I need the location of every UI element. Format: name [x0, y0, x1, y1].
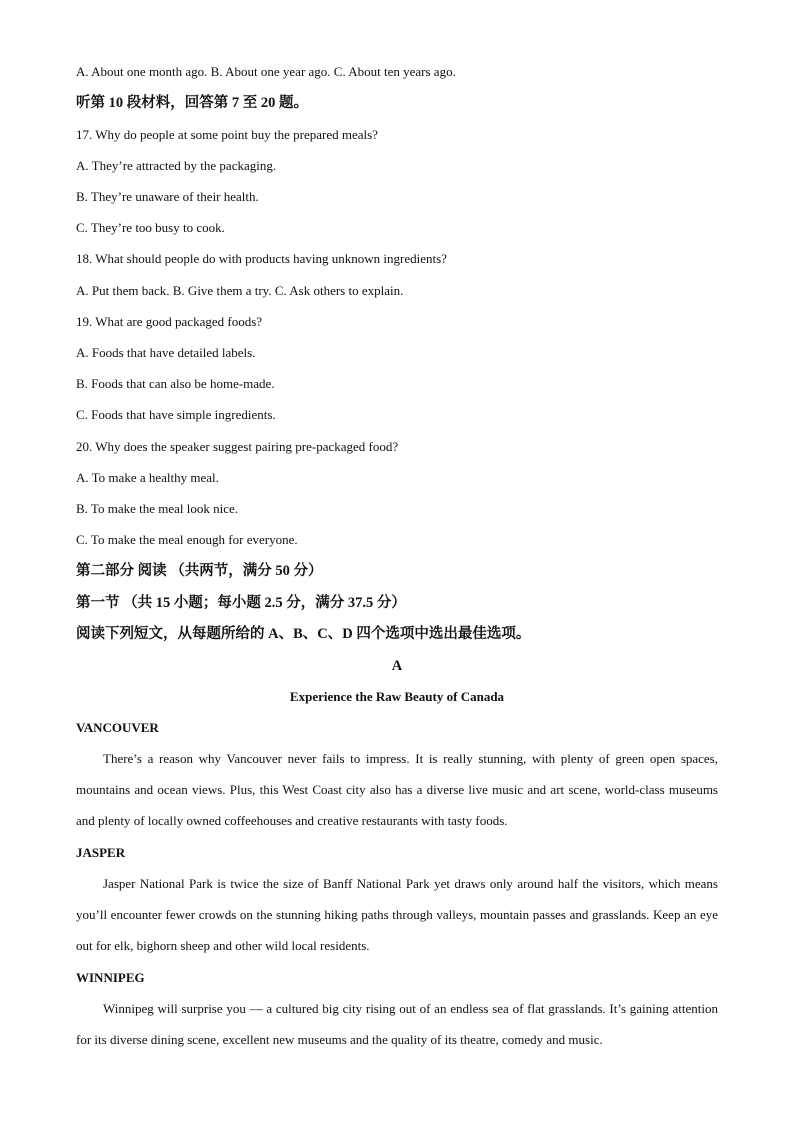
question-stem: 19. What are good packaged foods?	[76, 314, 263, 329]
section-10-instruction: 听第 10 段材料，回答第 7 至 20 题。	[76, 95, 308, 111]
paragraph-vancouver: There’s a reason why Vancouver never fails to impress. It is really stunning, with plenty of green open spaces, mountains and ocean views. Plus, this West Coast city also has a diverse live music and art scene, world-class museums and plenty of locally owned coffeehouses and creative restaurants with tasty foods.	[76, 751, 718, 828]
question-stem: 17. Why do people at some point buy the prepared meals?	[76, 127, 378, 142]
inline-options: A. Put them back. B. Give them a try. C. Ask others to explain.	[76, 283, 404, 298]
paragraph-winnipeg: Winnipeg will surprise you — a cultured big city rising out of an endless sea of flat grasslands. It’s gaining attention for its diverse dining scene, excellent new museums and the quality of its theatre, comedy and music.	[76, 1001, 718, 1047]
question-stem: 18. What should people do with products having unknown ingredients?	[76, 251, 447, 266]
previous-answer-options: A. About one month ago. B. About one year ago. C. About ten years ago.	[76, 64, 456, 79]
paragraph-jasper: Jasper National Park is twice the size of Banff National Park yet draws only around half the visitors, which means you’ll encounter fewer crowds on the stunning hiking paths through valleys, mountain passes and grasslands. Keep an eye out for elk, bighorn sheep and other wild local residents.	[76, 876, 718, 953]
option-a: A. To make a healthy meal.	[76, 470, 219, 485]
option-c: C. To make the meal enough for everyone.	[76, 532, 298, 547]
passage-title: Experience the Raw Beauty of Canada	[289, 689, 505, 704]
option-a: A. They’re attracted by the packaging.	[76, 158, 277, 173]
section-heading-jasper: JASPER	[76, 845, 126, 860]
option-a: A. Foods that have detailed labels.	[76, 345, 256, 360]
passage-label: A	[391, 658, 403, 674]
section-heading-vancouver: VANCOUVER	[76, 720, 159, 735]
option-c: C. They’re too busy to cook.	[76, 220, 225, 235]
option-b: B. Foods that can also be home-made.	[76, 376, 275, 391]
section-heading-winnipeg: WINNIPEG	[76, 970, 145, 985]
option-b: B. They’re unaware of their health.	[76, 189, 259, 204]
question-stem: 20. Why does the speaker suggest pairing pre-packaged food?	[76, 439, 399, 454]
section-1-title: 第一节 （共 15 小题；每小题 2.5 分，满分 37.5 分）	[76, 595, 406, 611]
option-c: C. Foods that have simple ingredients.	[76, 407, 276, 422]
reading-instruction: 阅读下列短文，从每题所给的 A、B、C、D 四个选项中选出最佳选项。	[76, 626, 531, 642]
option-b: B. To make the meal look nice.	[76, 501, 239, 516]
part-2-title: 第二部分 阅读 （共两节，满分 50 分）	[76, 563, 323, 579]
